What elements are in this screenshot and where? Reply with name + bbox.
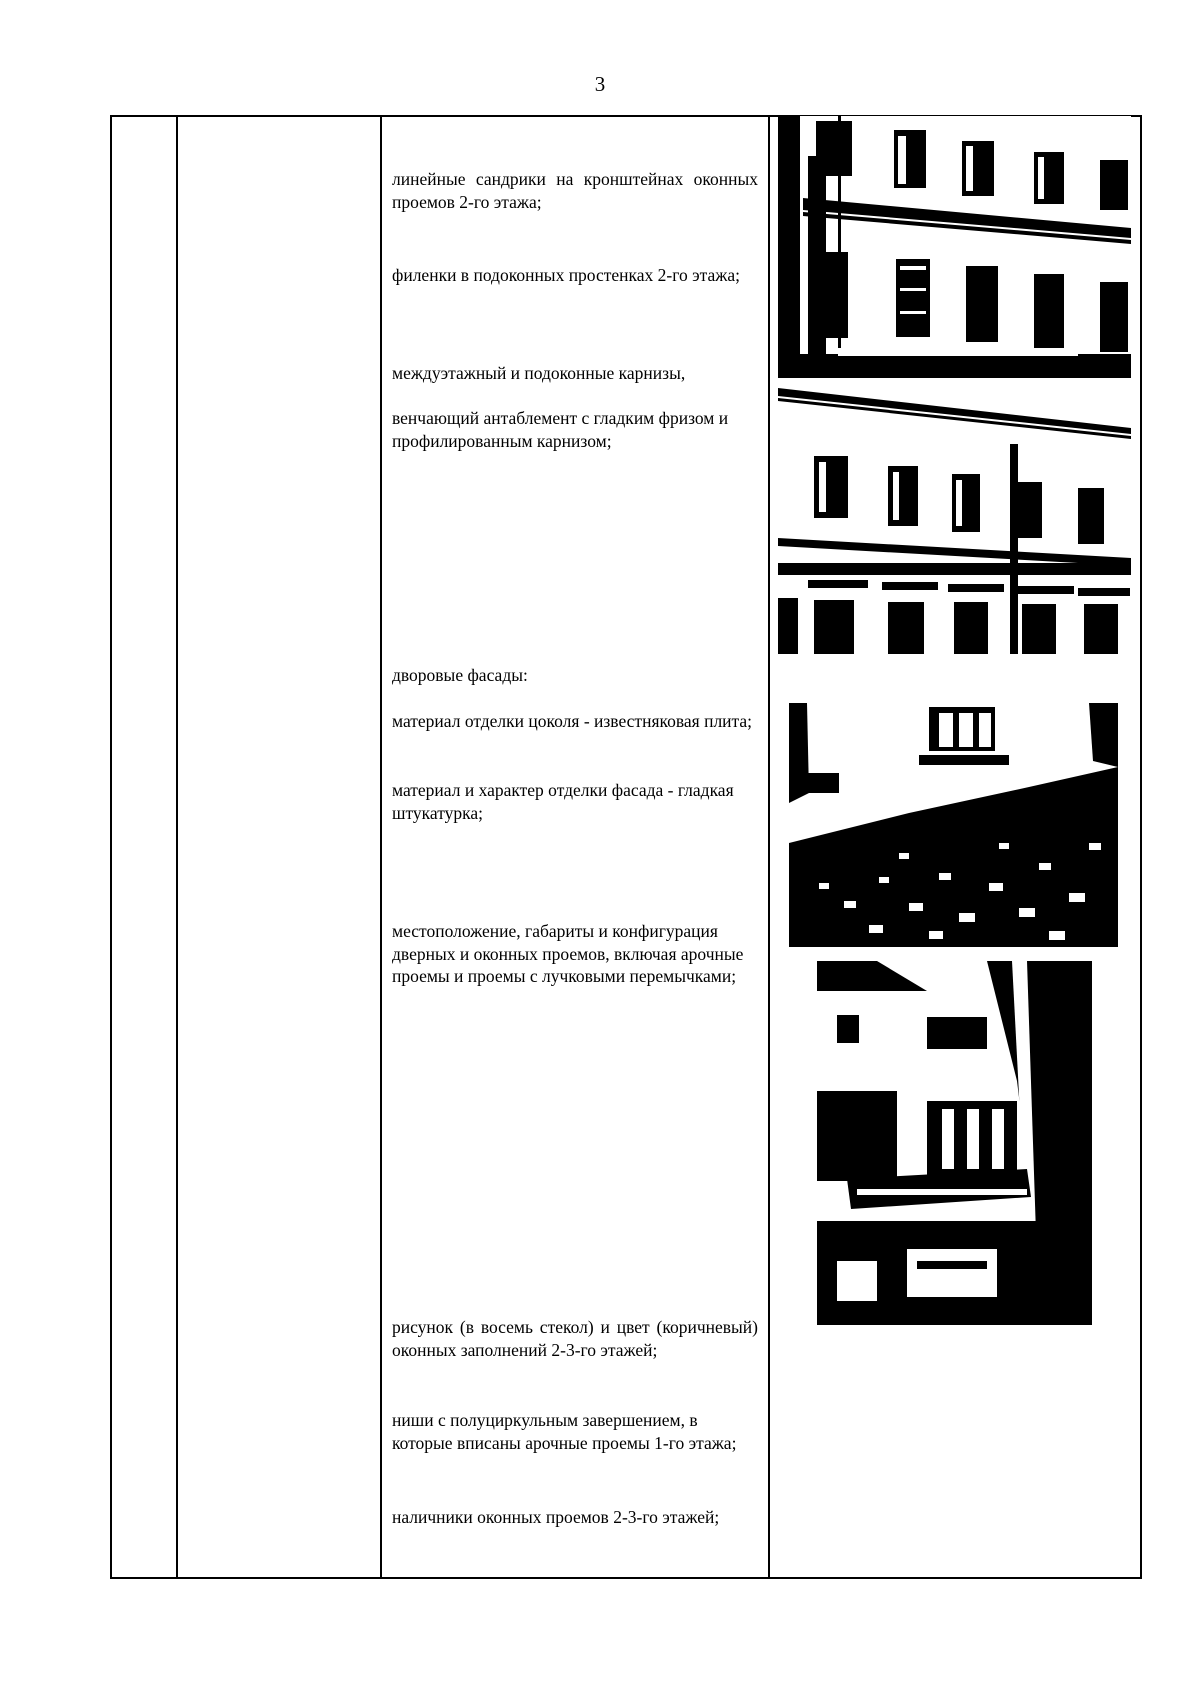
description-item: местоположение, габариты и конфигурация дверных и оконных проемов, включая арочные проемы и проемы с лучковыми перемычками; <box>392 921 744 986</box>
courtyard-cobblestone-photo <box>789 703 1118 947</box>
description-item: материал отделки цоколя - известняковая плита; <box>392 711 753 731</box>
column-divider-1 <box>176 115 178 1579</box>
description-item: материал и характер отделки фасада - гладкая штукатурка; <box>392 780 734 823</box>
column-divider-2 <box>380 115 382 1579</box>
street-facade-cornice-photo <box>778 388 1131 654</box>
description-item: филенки в подоконных простенках 2-го этажа; <box>392 265 740 285</box>
courtyard-facade-arch-photo <box>817 961 1092 1325</box>
description-item: венчающий антаблемент с гладким фризом и профилированным карнизом; <box>392 408 729 451</box>
description-item: дворовые фасады: <box>392 665 528 685</box>
column-divider-3 <box>768 115 770 1579</box>
description-item: наличники оконных проемов 2-3-го этажей; <box>392 1507 720 1527</box>
street-facade-windows-photo <box>778 116 1131 378</box>
description-item: линейные сандрики на кронштейнах оконных проемов 2-го этажа; <box>392 169 758 212</box>
page-number: 3 <box>594 72 606 96</box>
description-item: междуэтажный и подоконные карнизы, <box>392 363 686 383</box>
description-item: ниши с полуциркульным завершением, в которые вписаны арочные проемы 1-го этажа; <box>392 1410 737 1453</box>
description-item: рисунок (в восемь стекол) и цвет (коричневый) оконных заполнений 2-3-го этажей; <box>392 1317 758 1360</box>
